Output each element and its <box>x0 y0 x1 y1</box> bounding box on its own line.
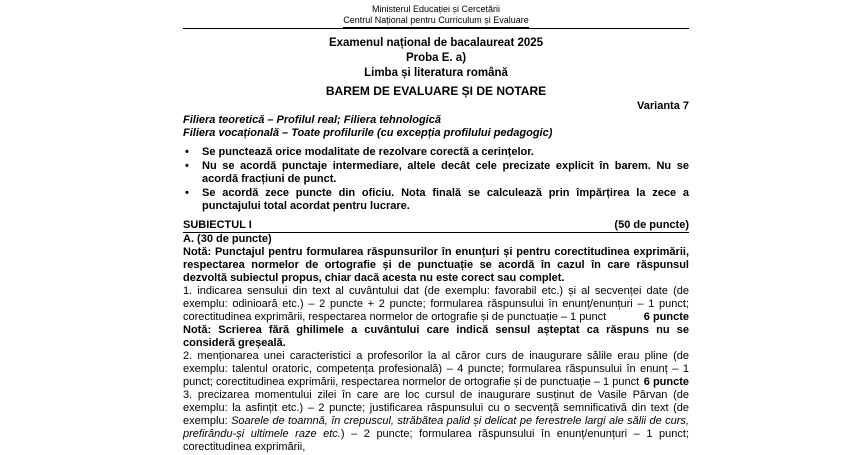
bullet-icon: • <box>185 160 189 172</box>
rule-text: Nu se acordă punctaje intermediare, altele decât cele precizate explicit în barem. Nu se acordă fracțiuni de punct. <box>202 160 689 185</box>
item-2 <box>183 350 689 389</box>
exam-title: Examenul național de bacalaureat 2025 <box>328 37 544 49</box>
rule-item <box>183 146 689 159</box>
bullet-icon: • <box>185 187 189 199</box>
item-3-quote: Soarele de toamnă, în crepuscul, străbătea palid și delicat pe ferestrele largi ale sălii de curs, prefirându-și ultimele raze etc. <box>183 415 689 440</box>
bullet-icon: • <box>185 146 189 158</box>
ministry-name: Ministerul Educației și Cercetării <box>371 4 501 14</box>
rule-text: Se punctează orice modalitate de rezolvare corectă a cerințelor. <box>202 146 534 158</box>
section-a-title: A. (30 de puncte) <box>183 233 272 245</box>
item-1-text: 1. indicarea sensului din text al cuvântului dat (de exemplu: favorabil etc.) și al secvenței date (de exemplu: odinioară etc.) – 2 puncte + 2 puncte; formularea răspunsului în enunț/enunțuri – 1 punct; corectitudinea exprimării, respectarea normelor de ortografie și de punctuație – 1 punct <box>183 285 689 323</box>
center-name: Centrul Național pentru Curriculum și Evaluare <box>343 15 529 28</box>
filiera-line-2: Filiera vocațională – Toate profilurile (cu excepția profilului pedagogic) <box>183 127 553 139</box>
item-3-text-a: 3. precizarea momentului zilei în care are loc cursul de inaugurare susținut de Vasile Pârvan (de exemplu: la asfințit etc.) – 2 puncte; justificarea răspunsului cu o secvență semnificativă din text (de exemplu: <box>183 389 689 427</box>
rule-item <box>183 160 689 186</box>
document-body <box>183 0 689 454</box>
barem-title: BAREM DE EVALUARE ȘI DE NOTARE <box>325 84 547 98</box>
rule-text: Se acordă zece puncte din oficiu. Nota finală se calculează prin împărțirea la zece a punctajului total acordat pentru lucrare. <box>202 187 689 212</box>
item-1-points: 6 puncte <box>643 311 689 323</box>
general-rules-list <box>183 146 689 213</box>
item-1-note: Notă: Scrierea fără ghilimele a cuvântului care indică sensul așteptat ca răspuns nu se consideră greșeală. <box>183 324 689 349</box>
section-a-note: Notă: Punctajul pentru formularea răspunsurilor în enunțuri și pentru corectitudinea exprimării, respectarea normelor de ortografie și de punctuație se acordă în cazul în care răspunsul dezvoltă subiectul propus, chiar dacă acesta nu este corect sau complet. <box>183 246 689 284</box>
subject-heading <box>183 219 689 233</box>
item-3-text-b: ) – 2 puncte; formularea răspunsului în enunț/enunțuri – 1 punct; corectitudinea exprimării, <box>183 428 689 453</box>
institution-header <box>183 0 689 28</box>
filiera-block <box>183 114 689 140</box>
rule-item <box>183 187 689 213</box>
item-2-points: 6 puncte <box>643 376 689 388</box>
exam-heading <box>183 36 689 81</box>
exam-subject: Limba și literatura română <box>364 67 508 79</box>
subject-points: (50 de puncte) <box>614 219 689 231</box>
variant-label: Varianta 7 <box>637 100 689 112</box>
item-2-text: 2. menționarea unei caracteristici a profesorilor la al căror curs de inaugurare sălile erau pline (de exemplu: talentul oratoric, competența profesională) – 4 puncte; formularea răspunsului în enunț – 1 punct; corectitudinea exprimării, respectarea normelor de ortografie și de punctuație – 1 punct <box>183 350 689 388</box>
exam-proba: Proba E. a) <box>405 52 467 64</box>
item-1 <box>183 285 689 324</box>
filiera-line-1: Filiera teoretică – Profilul real; Filiera tehnologică <box>183 114 441 126</box>
item-3 <box>183 389 689 454</box>
subject-title: SUBIECTUL I <box>183 219 252 231</box>
